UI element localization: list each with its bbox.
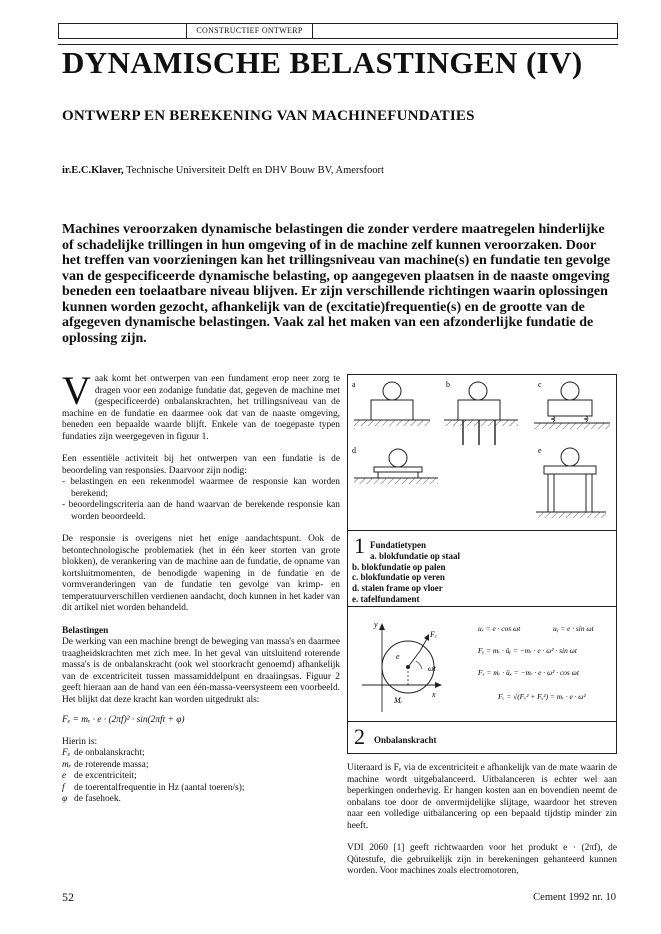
symbol: φ [62, 794, 68, 804]
list-item [62, 760, 340, 772]
panel-label: b [446, 380, 450, 389]
symbol-legend [62, 748, 340, 806]
caption-item: c. blokfundatie op veren [352, 572, 445, 583]
article-subtitle: ONTWERP EN BEREKENING VAN MACHINEFUNDATIES [62, 108, 475, 124]
list-item [62, 748, 340, 760]
body-paragraph: Een essentiële activiteit bij het ontwerpen van een fundatie is de beoordeling van responsies. Daarvoor zijn nodig: [62, 454, 340, 476]
panel-label: e [538, 446, 542, 455]
list-item [62, 771, 340, 783]
caption-item: e. tafelfundament [352, 593, 420, 604]
caption-item: a. blokfundatie op staal [370, 550, 461, 561]
journal-footer: Cement 1992 nr. 10 [533, 892, 616, 903]
equation: Fᵧ = mᵣ · üᵧ = −mᵣ · e · ω² · sin ωt [478, 646, 577, 655]
list-item: - beoordelingscriteria aan de hand waarvan de berekende responsie kan worden beoordeeld. [62, 500, 340, 522]
header-cell-blank [313, 24, 617, 38]
section-label: CONSTRUCTIEF ONTWERP [187, 24, 313, 38]
axis-label: x [432, 690, 436, 699]
legend-intro: Hierin is: [62, 736, 98, 747]
list-item [62, 794, 340, 806]
symbol-description: de onbalanskracht; [74, 748, 145, 758]
symbol: mᵣ [62, 759, 72, 770]
symbol-description: de fasehoek. [74, 794, 121, 804]
intro-text: aak komt het ontwerpen van een fundament erop neer zorg te dragen voor een zodanige fundatie dat, gegeven de machine met (gespecificeerde) onbalanskrachten, het trillingsniveau van de machine en de fundatie en daarmee ook dat van de naaste omgeving, beneden een bepaalde waarde blijft. Enkele van de toegepaste typen fundaties zijn weergegeven in figuur 1. [62, 374, 340, 442]
figure-number: 1 [354, 533, 365, 558]
foundation-types-drawing [348, 375, 616, 529]
panel-label: c [538, 380, 542, 389]
caption-item: b. blokfundatie op palen [352, 561, 446, 572]
caption-title: Fundatietypen [370, 540, 427, 550]
requirements-list [62, 477, 340, 523]
mass-label: Mᵣ [394, 696, 403, 705]
figure-box [347, 374, 617, 754]
list-item: - belastingen en een rekenmodel waarmee de responsie kan worden berekend; [62, 477, 340, 499]
article-title: DYNAMISCHE BELASTINGEN (IV) [62, 45, 583, 80]
body-paragraph: De werking van een machine brengt de beweging van massa's en daarmee traagheidskrachten met zich mee. In het geval van uitsluitend roterende massa's is de onbalanskracht (ook wel stoorkracht genoemd) afhankelijk van de excentriciteit tussen massamiddelpunt en draaiingsas. Figuur 2 geeft hieraan aan de hand van een één-massa-veersysteem een voorbeeld. Het blijkt dat deze kracht kan worden uitgedrukt als: [62, 637, 340, 705]
figure-divider [348, 530, 616, 531]
list-item [62, 783, 340, 795]
section-heading: Belastingen [62, 625, 109, 636]
header-cell-blank [59, 24, 187, 38]
page-number: 52 [62, 890, 74, 904]
right-text-column [347, 763, 617, 889]
panel-label: a [352, 380, 356, 389]
angle-label: ωt [428, 664, 436, 673]
figure-caption [352, 540, 460, 605]
abstract: Machines veroorzaken dynamische belastingen die zonder verdere maatregelen hinderlijke of schadelijke trillingen in hun omgeving of in de machine zelf kunnen veroorzaken. Door het treffen van voorzieningen kan het trillingsniveau van machine(s) en fundatie ten gevolge van de gespecificeerde dynamische belasting, op aangegeven plaatsen in de naaste omgeving beneden een toelaatbare niveau blijven. Er zijn verschillende richtingen waarin oplossingen kunnen worden gezocht, afhankelijk van de (excitatie)frequentie(s) en de grootte van de afgegeven dynamische belastingen. Vaak zal het maken van een afzonderlijke fundatie de oplossing zijn. [62, 222, 611, 346]
body-paragraph: Uiteraard is Fₑ via de excentriciteit e afhankelijk van de mate waarin de machine wordt uitgebalanceerd. Uitbalanceren is echter wel aan beperkingen onderhevig. Er hangen kosten aan en bovendien neemt de onbalans toe door de onvermijdelijke slijtage, waardoor het streven naar een volledige uitbalancering op een bepaald tijdstip minder zin heeft. [347, 763, 617, 831]
equation: Fₓ = mᵣ · üₓ = −mᵣ · e · ω² · cos ωt [478, 668, 579, 677]
caption-item: d. stalen frame op vloer [352, 583, 443, 594]
author-name: ir.E.C.Klaver, [62, 165, 124, 176]
symbol: Fₑ [62, 748, 71, 758]
symbol: e [62, 771, 67, 781]
symbol-description: de excentriciteit; [74, 771, 137, 781]
equation: uᵧ = e · sin ωt [553, 624, 594, 633]
equation: uₓ = e · cos ωt [478, 624, 521, 633]
figure-divider [348, 721, 616, 722]
symbol: f [62, 782, 65, 793]
symbol-description: de toerentalfrequentie in Hz (aantal toeren/s); [74, 782, 245, 793]
drop-cap: V [62, 368, 91, 413]
figure-caption: Onbalanskracht [374, 735, 437, 745]
force-formula: Fₑ = mᵣ · e · (2πf)² · sin(2πft + φ) [62, 715, 185, 725]
eccentricity-label: e [396, 652, 400, 661]
author-affiliation: Technische Universiteit Delft en DHV Bouw BV, Amersfoort [126, 165, 384, 176]
left-text-column [62, 368, 340, 806]
unbalance-force-drawing [348, 607, 616, 721]
body-paragraph: VDI 2060 [1] geeft richtwaarden voor het produkt e · (2πf), de Qütestufe, die gebruikelijk zijn in berekeningen gehanteerd kunnen worden. Voor machines zoals electromotoren, [347, 843, 617, 876]
equation: Fₑ = √(Fₓ² + Fᵧ²) = mᵣ · e · ω² [498, 692, 586, 701]
body-paragraph: De responsie is overigens niet het enige aandachtspunt. Ook de betontechnologische problematiek (het in één keer storten van grote blokken), de verankering van de machine aan de fundatie, de opname van kortsluitmomenten, de benodigde wapening in de fundatie en de vormveranderingen van de fundatie ten gevolge van krimp- en temperatuurverschillen verdienen aandacht, doch kunnen in het kader van dit artikel niet worden behandeld. [62, 534, 340, 613]
section-header-bar [58, 23, 618, 39]
axis-label: y [374, 620, 378, 629]
author-line [62, 165, 384, 176]
intro-paragraph [62, 368, 340, 443]
panel-label: d [352, 446, 356, 455]
force-label: Fₑ [430, 630, 437, 639]
symbol-description: de roterende massa; [74, 759, 149, 770]
figure-number: 2 [354, 724, 365, 749]
